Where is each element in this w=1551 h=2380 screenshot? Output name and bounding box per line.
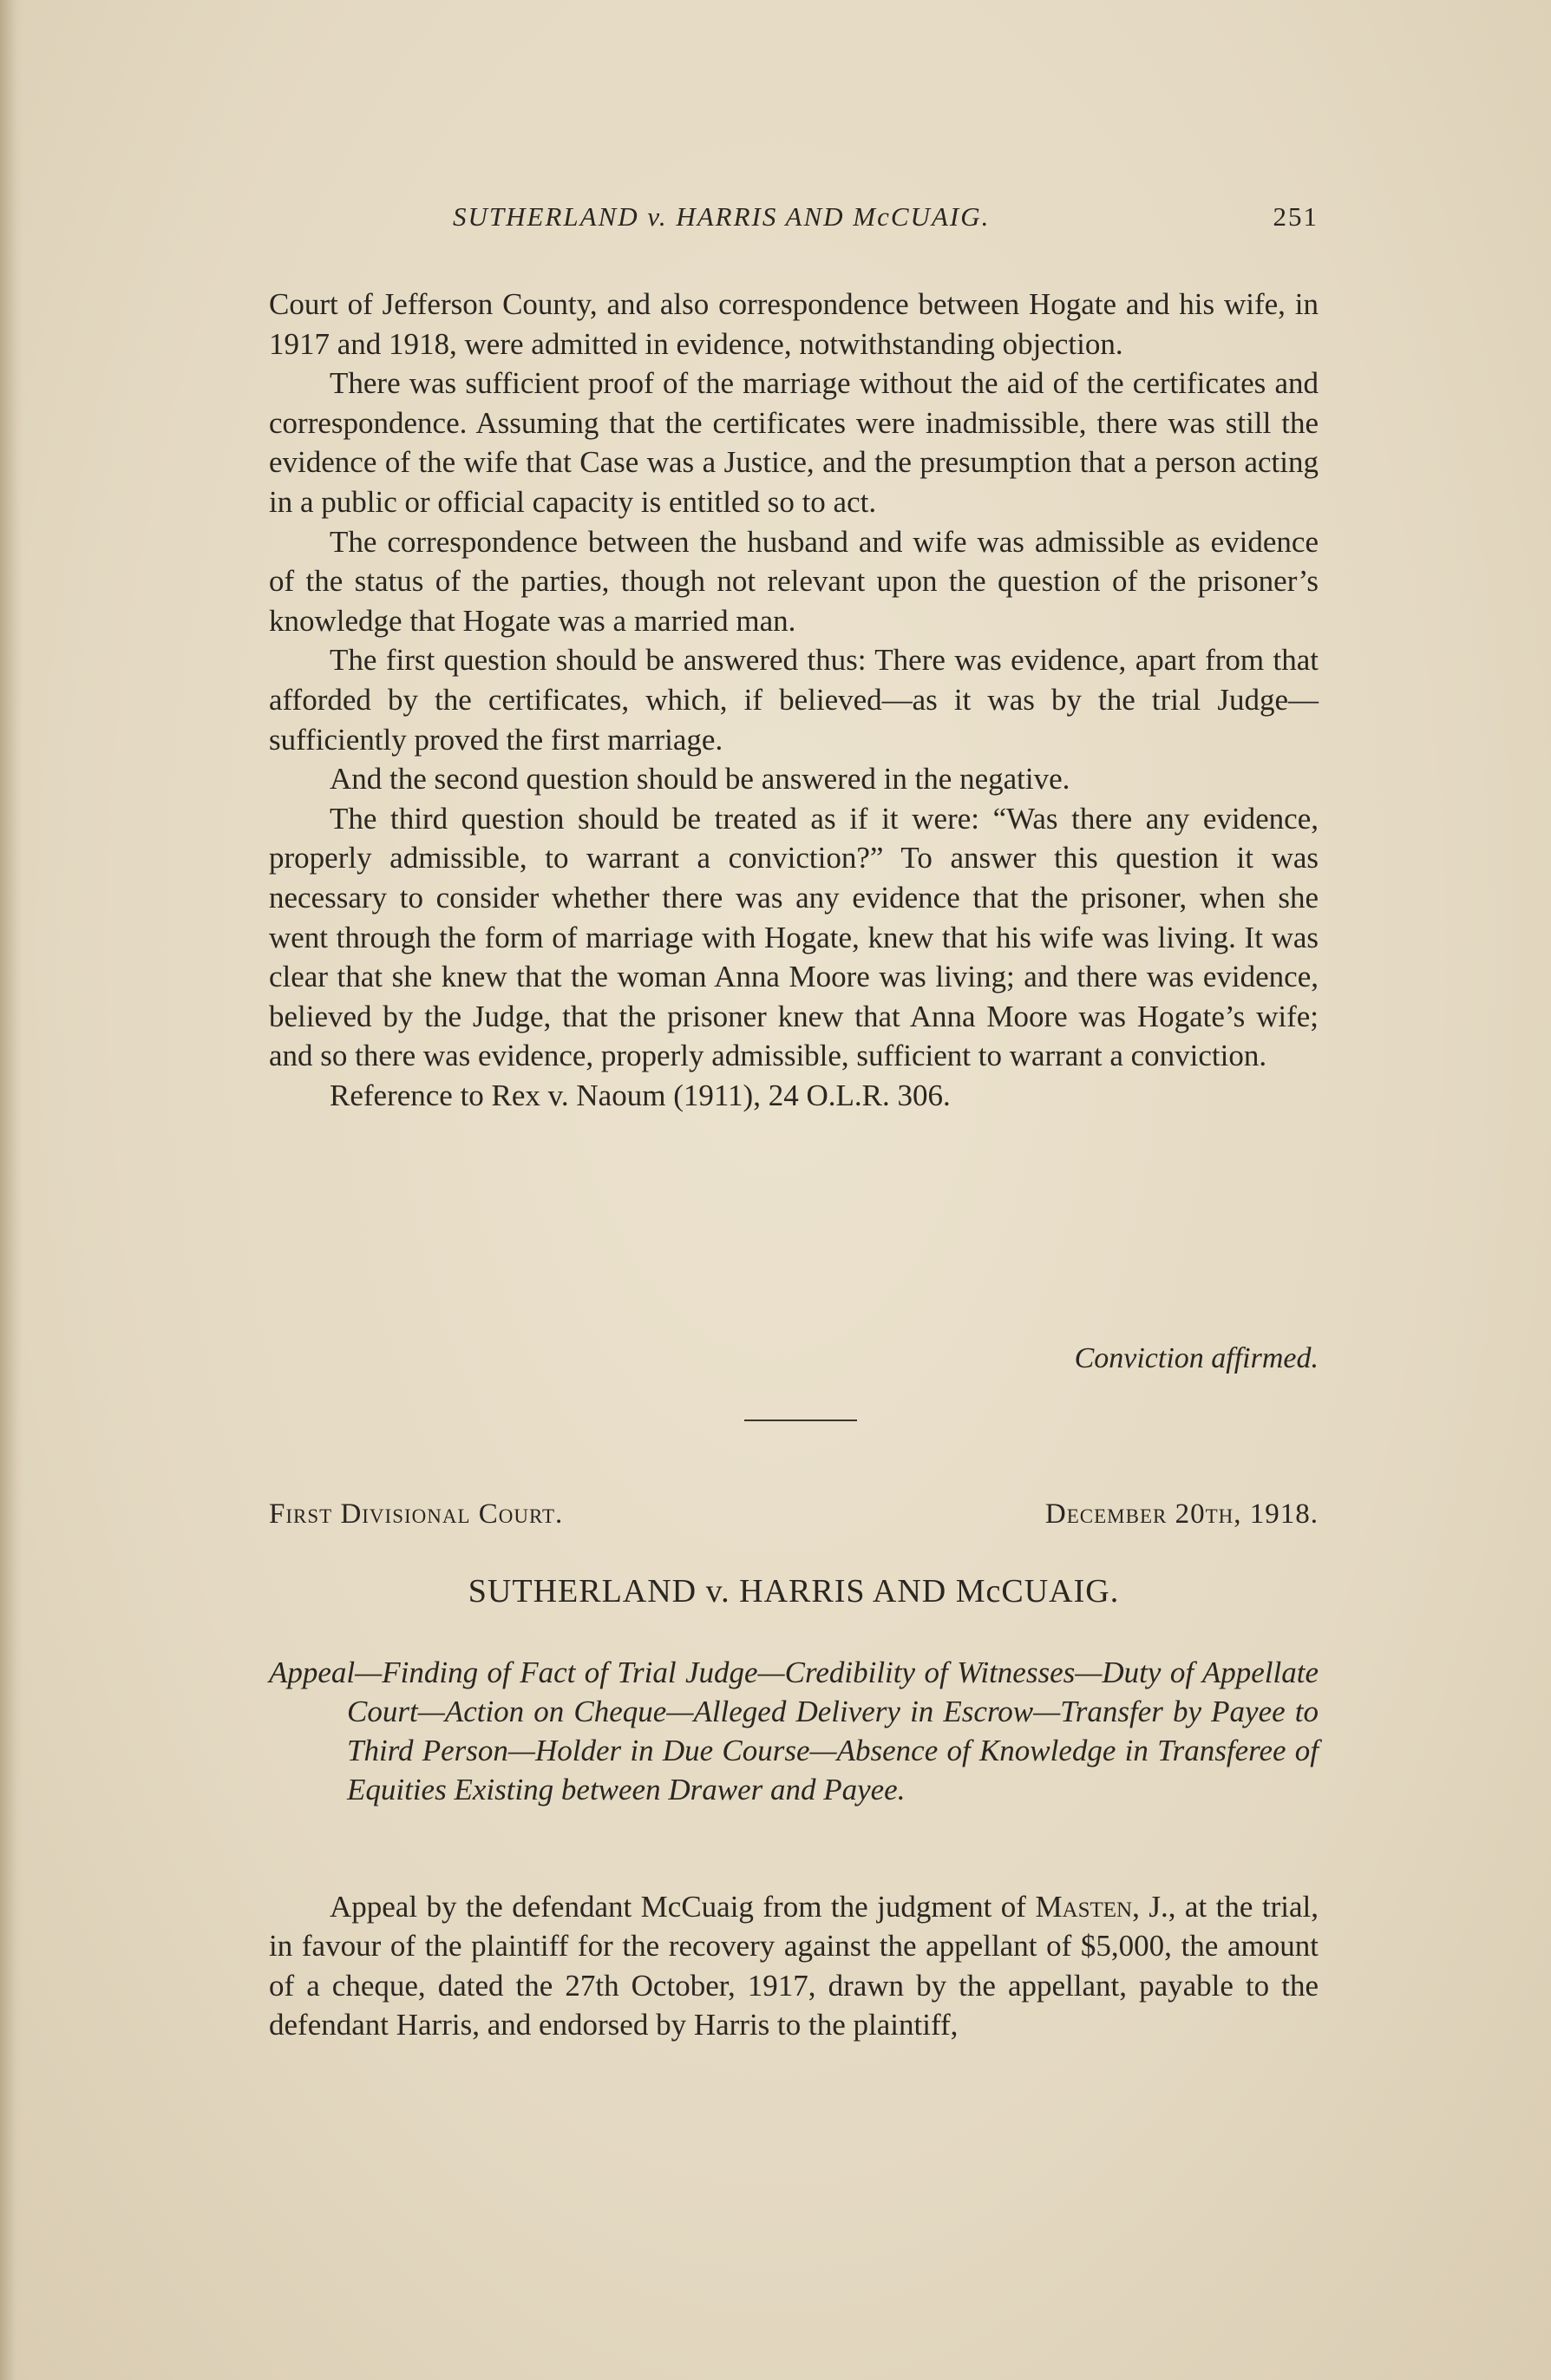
disposition: Conviction affirmed. [1074,1342,1319,1374]
opinion-text [269,285,1319,1115]
opinion-paragraph: The third question should be treated as if it were: “Was there any evidence, properly admissible, to warrant a conviction?” To answer this question it was necessary to consider whether there was any evidence that the prisoner, when she went through the form of marriage with Hogate, knew that his wife was living. It was clear that she knew that the woman Anna Moore was living; and there was evidence, believed by the Judge, that the prisoner knew that Anna Moore was Hogate’s wife; and so there was evidence, properly admissible, sufficient to warrant a conviction. [269,801,1319,1073]
opinion-paragraph: Court of Jefferson County, and also correspondence between Hogate and his wife, in 1917 and 1918, were admitted in evidence, notwithstanding objection. [269,287,1319,361]
section-divider [744,1419,857,1421]
appeal-text [269,1887,1319,2045]
opinion-paragraph: The first question should be answered thus: There was evidence, apart from that afforded by the certificates, which, if believed—as it was by the trial Judge—sufficiently proved the first marriage. [269,643,1319,757]
court-line [269,1498,1319,1531]
opinion-paragraph: And the second question should be answered in the negative. [330,762,1070,797]
page-number: 251 [1273,201,1319,232]
case-date: December 20th, 1918. [1044,1498,1319,1530]
appeal-start: Appeal by the defendant McCuaig from the judgment of [330,1890,1036,1924]
case-title: SUTHERLAND v. HARRIS AND McCUAIG. [468,1573,1120,1610]
appeal-paragraph [269,1887,1319,2045]
running-head-title: SUTHERLAND v. HARRIS AND McCUAIG. [453,201,991,232]
judge-name: Masten [1035,1890,1133,1924]
opinion-paragraph: The correspondence between the husband and wife was admissible as evidence of the status of the parties, though not relevant upon the question of the prisoner’s knowledge that Hogate was a married man. [269,524,1319,638]
headnote: Appeal—Finding of Fact of Trial Judge—Credibility of Witnesses—Duty of Appellate Court—Action on Cheque—Alleged Delivery in Escrow—Transfer by Payee to Third Person—Holder in Due Course—Absence of Knowledge in Transferee of Equities Existing between Drawer and Payee. [269,1656,1319,1806]
court-name: First Divisional Court. [269,1498,564,1530]
opinion-paragraph: There was sufficient proof of the marriage without the aid of the certificates and correspondence. Assuming that the certificates were inadmissible, there was still the evidence of the wife that Case was a Justice, and the presumption that a person acting in a public or official capacity is entitled so to act. [269,366,1319,519]
running-head [269,201,1319,233]
binding-edge [0,0,23,2380]
appeal-rest: , J., at the trial, in favour of the plaintiff for the recovery against the appellant of $5,000, the amount of a cheque, dated the 27th October, 1917, drawn by the appellant, payable to the defendant Harris, and endorsed by Harris to the plaintiff, [269,1890,1319,2042]
opinion-paragraph: Reference to Rex v. Naoum (1911), 24 O.L.R. 306. [330,1078,951,1112]
